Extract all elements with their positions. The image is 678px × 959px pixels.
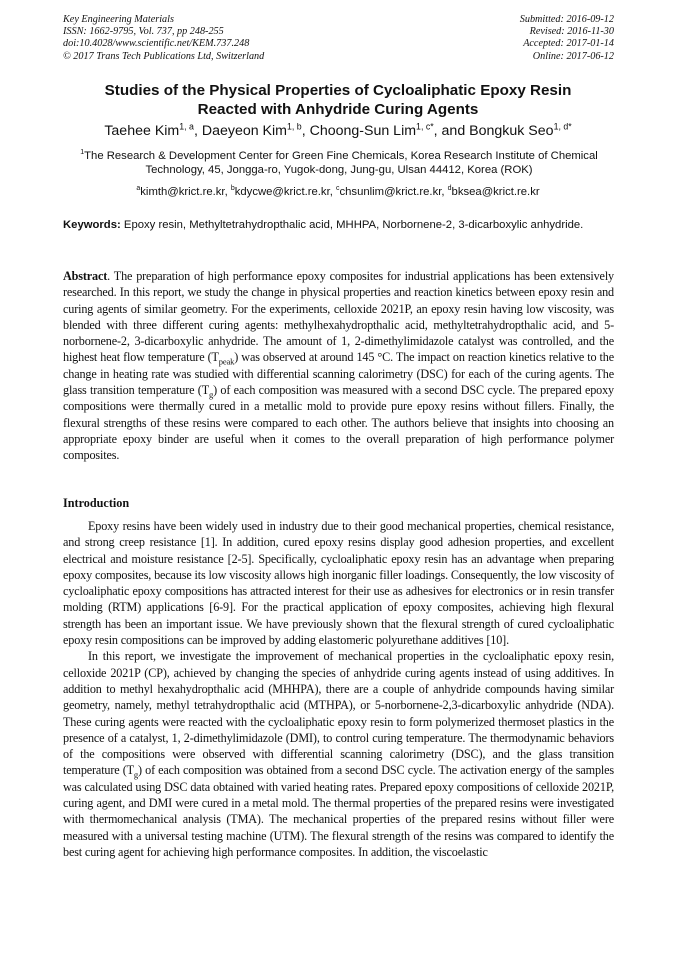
email-address[interactable]: chsunlim@krict.re.kr [339, 186, 442, 198]
paragraph-text: In this report, we investigate the improvement of mechanical properties in the cycloaliphatic epoxy resin, celloxide 2021P (CP), achieved by changing the species of anhydride curing agents instead of using additives. In addition to methyl hexahydropthalic acid (MHHPA), there are a couple of anhydride compounds having similar geometry, namely, methyl tetrahydropthalic acid (MTHPA), or 5-norbornene-2,3-dicarboxylic anhydride (NDA). These curing agents were reacted with the cycloaliphatic epoxy resin to form polymerized thermoset plastics in the presence of a catalyst, 1, 2-dimethylimidazole (DMI), to control curing temperature. The thermodynamic behaviors of the compositions were observed with differential scanning calorimetry (DSC), and the glass transition temperature (T [63, 649, 614, 778]
author-separator: , [193, 123, 202, 139]
journal-info [63, 14, 264, 63]
journal-name: Key Engineering Materials [63, 14, 174, 25]
author-name: Choong-Sun Lim [309, 123, 417, 139]
introduction-body [63, 518, 614, 860]
online-date: Online: 2017-06-12 [532, 50, 614, 62]
paragraph-text: ) of each composition was obtained from a second DSC cycle. The activation energy of the samples was calculated using DSC data obtained with varied heating rates. Prepared epoxy compositions of celloxide 2021P, curing agent, and DMI were cured in a metal mold. The thermal properties of the prepared resins were investigated with thermomechanical analysis (TMA). The mechanical properties of the prepared resins without filler were measured with a universal testing machine (UTM). The flexural strength of the resins was compared to identify the best curing agent for achieving high performance composites. In addition, the viscoelastic [63, 763, 614, 859]
keywords-label: Keywords: [63, 219, 121, 231]
affiliation-text: The Research & Development Center for Green Fine Chemicals, Korea Research Institute of Chemical Technology, 45, Jongga-ro, Yugok-dong, Jung-gu, Ulsan 44412, Korea (ROK) [84, 150, 598, 177]
doi: doi:10.4028/www.scientific.net/KEM.737.248 [63, 38, 250, 50]
paragraph [63, 648, 614, 860]
issn: ISSN: 1662-9795, Vol. 737, pp 248-255 [63, 26, 224, 38]
email-list: $^a$kimth@krict.re.kr, $^b$kdycwe@krict.re.kr, $^c$chsunlim@krict.re.kr, $^d$bksea@krict.re.kr [136, 185, 540, 198]
revised-date: Revised: 2016-11-30 [529, 26, 614, 38]
copyright: © 2017 Trans Tech Publications Ltd, Switzerland [63, 50, 265, 62]
email-marker: c [336, 185, 340, 193]
section-heading: Introduction [63, 496, 130, 510]
author-name: Daeyeon Kim [201, 123, 287, 139]
email-address[interactable]: kimth@krict.re.kr [140, 186, 225, 198]
author-list [40, 122, 636, 140]
abstract-text: ) was observed at around 145 °C. The impact on reaction kinetics relative to the change in heating rate was studied with differential scanning calorimetry (DSC) for each of the curing agents. The glass transition temperature (T [63, 350, 615, 398]
submitted-date: Submitted: 2016-09-12 [519, 14, 614, 25]
email-marker: d [447, 185, 452, 193]
author-name: Taehee Kim [104, 123, 180, 139]
affiliation [74, 149, 604, 177]
author-affil-mark: 1, c* [416, 121, 434, 132]
abstract-text: ) of each composition was measured with a second DSC cycle. The prepared epoxy compositions were thermally cured in a metallic mold to provide pure epoxy resins without fillers. Finally, the flexural strengths of these resins were compared to each other. The authors believe that insights into choosing an appropriate epoxy binder are useful when it comes to the overall preparation of high performance polymer composites. [63, 383, 615, 463]
title-line-2: Reacted with Anhydride Curing Agents [197, 101, 479, 118]
keywords [63, 218, 614, 233]
paragraph: Epoxy resins have been widely used in industry due to their good mechanical properties, chemical resistance, and strong creep resistance [1]. In addition, cured epoxy resins display good adhesion properties, and excellent electrical and moisture resistance [2-5]. Specifically, cycloaliphatic epoxy resin has an advantage when preparing epoxy composites, because its low viscosity allows high inorganic filler loadings. Consequently, the low viscosity of cycloaliphatic epoxy compositions has attracted interest for their use as adhesives for electronics or in resin transfer molding (RTM) applications [6-9]. For the practical application of epoxy composites, achieving high flexural strength has been an important issue. We have previously shown that the flexural strength of cured cycloaliphatic epoxy resin compositions can be improved by adding elastomeric polyurethane additives [10]. [63, 519, 614, 648]
abstract-text: . The preparation of high performance epoxy composites for industrial applications has been extensively researched. In this report, we study the change in physical properties and reaction kinetics between epoxy resin and curing agents of similar geometry. For the experiments, celloxide 2021P, an epoxy resin having low viscosity, was blended with three different curing agents: methylhexahydropthalic acid, methyltetrahydropthalic acid, and 5-norbornene-2, 3-dicarboxylic anhydride. The amount of 1, 2-dimethylimidazole catalyst was controlled, and the highest heat flow temperature (T [63, 269, 614, 365]
title-line-1: Studies of the Physical Properties of Cycloaliphatic Epoxy Resin [104, 82, 572, 99]
subscript: peak [218, 356, 235, 367]
abstract-label: Abstract [63, 269, 108, 283]
keywords-text: Epoxy resin, Methyltetrahydropthalic acid, MHHPA, Norbornene-2, 3-dicarboxylic anhydride. [123, 219, 584, 231]
author-separator: , and [433, 123, 470, 139]
author-separator: , [301, 123, 310, 139]
email-marker: a [136, 185, 141, 193]
email-address[interactable]: kdycwe@krict.re.kr [234, 186, 330, 198]
paper-title [60, 81, 616, 119]
author-name: Bongkuk Seo [469, 123, 554, 139]
author-affil-mark: 1, b [287, 121, 302, 132]
author-affil-mark: 1, d* [553, 121, 572, 132]
subscript: g [209, 389, 214, 400]
email-address[interactable]: bksea@krict.re.kr [451, 186, 540, 198]
author-affil-mark: 1, a [179, 121, 194, 132]
affiliation-marker: 1 [80, 149, 85, 157]
abstract [63, 268, 614, 464]
subscript: g [133, 769, 139, 780]
email-marker: b [230, 185, 235, 193]
accepted-date: Accepted: 2017-01-14 [523, 38, 614, 50]
publication-dates [520, 14, 614, 63]
